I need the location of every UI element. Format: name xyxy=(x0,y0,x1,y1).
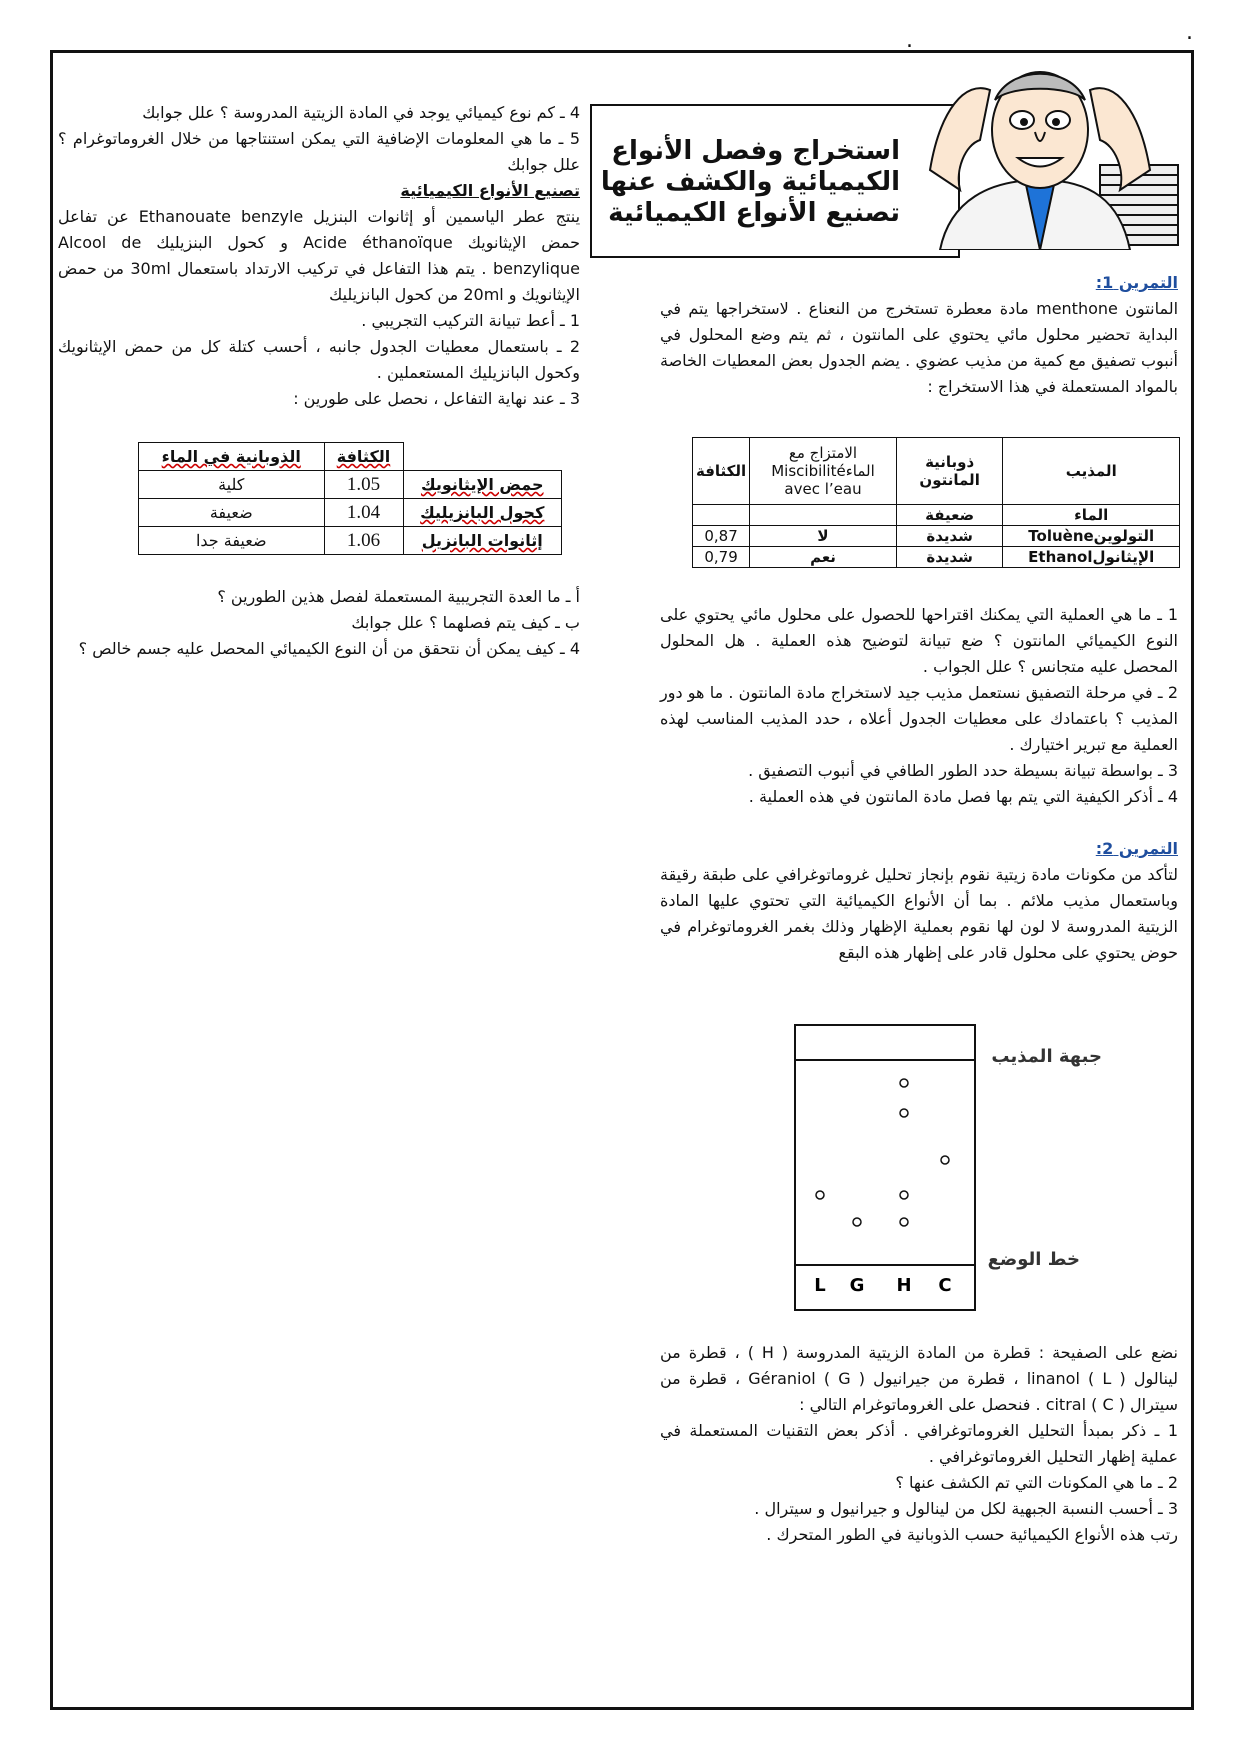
table-header: الامتزاج مع الماءMiscibilité avec l’eau xyxy=(750,438,897,505)
spot xyxy=(900,1191,908,1199)
exercise-2-questions xyxy=(660,1340,1178,1548)
question: رتب هذه الأنواع الكيميائية حسب الذوبانية في الطور المتحرك . xyxy=(766,1525,1178,1544)
table-row: إثانوات البانزيل 1.06 ضعيفة جدا xyxy=(139,527,562,555)
stray-dot: . xyxy=(1186,20,1193,45)
question: 1 ـ ذكر بمبدأ التحليل الغروماتوغرافي . أذكر بعض التقنيات المستعملة في عملية إظهار التحليل الغروماتوغرافي . xyxy=(660,1421,1178,1466)
setup-text: نضع على الصفيحة : قطرة من المادة الزيتية المدروسة ( H ) ، قطرة من لينالول linanol ( L ) ، قطرة من جيرانيول Géraniol ( G ) ، قطرة من سيترال citral ( C ) . فنحصل على الغروماتوغرام التالي : xyxy=(660,1343,1179,1414)
question: 1 ـ ما هي العملية التي يمكنك اقتراحها للحصول على محلول مائي يحتوي على النوع الكيميائي المانتون ؟ ضع تبيانة لتوضيح هذه العملية . هل المحلول المحصل عليه متجانس ؟ علل الجواب . xyxy=(660,605,1178,676)
spot xyxy=(816,1191,824,1199)
question: 3 ـ أحسب النسبة الجبهية لكل من لينالول و جيرانيول و سيترال . xyxy=(754,1499,1178,1518)
table-header: ذوبانية المانتون xyxy=(896,438,1003,505)
question: 3 ـ عند نهاية التفاعل ، نحصل على طورين : xyxy=(293,389,580,408)
synthesis-intro: ينتج عطر الياسمين أو إثانوات البنزيل Ethanouate benzyle عن تفاعل حمض الإيثانويك Acide éthanoïque و كحول البنزيليك Alcool de benzylique . يتم هذا التفاعل في تركيب الارتداد باستعمال 30ml من حمض الإيثانويك و 20ml من كحول البانزيليك xyxy=(58,207,581,304)
question: 5 ـ ما هي المعلومات الإضافية التي يمكن استنتاجها من خلال الغروماتوغرام ؟ علل جوابك xyxy=(58,129,580,174)
lane-label: L xyxy=(814,1275,826,1296)
solvent-table xyxy=(692,437,1180,568)
question: 3 ـ بواسطة تبيانة بسيطة حدد الطور الطافي في أنبوب التصفيق . xyxy=(748,761,1178,780)
question: 1 ـ أعط تبيانة التركيب التجريبي . xyxy=(361,311,580,330)
table-row: كحول البانزيليك 1.04 ضعيفة xyxy=(139,499,562,527)
question: 2 ـ ما هي المكونات التي تم الكشف عنها ؟ xyxy=(895,1473,1178,1492)
question: 4 ـ كيف يمكن أن نتحقق من أن النوع الكيميائي المحصل عليه جسم خالص ؟ xyxy=(78,639,580,658)
spot xyxy=(900,1218,908,1226)
spot xyxy=(941,1156,949,1164)
baseline-label: خط الوضع xyxy=(987,1249,1080,1270)
table-header: الكثافة xyxy=(324,443,403,471)
question: 4 ـ كم نوع كيميائي يوجد في المادة الزيتية المدروسة ؟ علل جوابك xyxy=(142,103,580,122)
question: 2 ـ باستعمال معطيات الجدول جانبه ، أحسب كتلة كل من حمض الإيثانويك وكحول البانزيليك المستعملين . xyxy=(58,337,580,382)
table-header: المذيب xyxy=(1003,438,1180,505)
question: 2 ـ في مرحلة التصفيق نستعمل مذيب جيد لاستخراج مادة المانتون . ما هو دور المذيب ؟ باعتمادك على معطيات الجدول أعلاه ، حدد المذيب المناسب لهذه العملية مع تبرير اختيارك . xyxy=(660,683,1178,754)
question: ب ـ كيف يتم فصلهما ؟ علل جوابك xyxy=(351,613,580,632)
lane-label: G xyxy=(849,1275,865,1296)
page-title: استخراج وفصل الأنواع الكيميائية والكشف عنها تصنيع الأنواع الكيميائية xyxy=(600,136,900,228)
synthesis-heading: تصنيع الأنواع الكيميائية xyxy=(400,181,580,200)
spot xyxy=(900,1109,908,1117)
question: 4 ـ أذكر الكيفية التي يتم بها فصل مادة المانتون في هذه العملية . xyxy=(748,787,1178,806)
exercise-2-intro: لتأكد من مكونات مادة زيتية نقوم بإنجاز تحليل غروماتوغرافي على طبقة رقيقة وباستعمال مذيب ملائم . بما أن الأنواع الكيميائية التي تحتوي عليها المادة الزيتية المدروسة لا لون لها نقوم بعملية الإظهار وذلك بغمر الغروماتوغرام في حوض يحتوي على محلول قادر على إظهار هذه البقع xyxy=(660,865,1178,962)
density-table xyxy=(138,442,562,555)
title-box xyxy=(590,104,960,258)
exercise-1 xyxy=(660,270,1178,400)
spot xyxy=(900,1079,908,1087)
exercise-1-intro: المانتون menthone مادة معطرة تستخرج من النعناع . لاستخراجها يتم في البداية تحضير محلول مائي يحتوي على المانتون ، ثم يتم وضع المحلول في أنبوب تصفيق مع كمية من مذيب عضوي . يضم الجدول بعض المعطيات الخاصة بالمواد المستعملة في هذا الاستخراج : xyxy=(660,299,1179,396)
table-header: الذوبانية في الماء xyxy=(139,443,325,471)
question: أ ـ ما العدة التجريبية المستعملة لفصل هذين الطورين ؟ xyxy=(217,587,580,606)
stray-dot: . xyxy=(906,28,913,53)
exercise-1-heading: التمرين 1: xyxy=(1095,273,1178,292)
lane-label: C xyxy=(938,1275,952,1296)
lane-label: H xyxy=(896,1275,912,1296)
thinking-man-illustration xyxy=(920,50,1182,250)
table-header: الكثافة xyxy=(693,438,750,505)
exercise-1-questions xyxy=(660,602,1178,966)
left-column xyxy=(58,100,580,412)
chromatogram xyxy=(790,1020,1110,1320)
table-row: الإيثانولEthanol شديدة نعم 0,79 xyxy=(693,547,1180,568)
spot xyxy=(853,1218,861,1226)
table-row: الماء ضعيفة xyxy=(693,505,1180,526)
table-row: التولوينToluène شديدة لا 0,87 xyxy=(693,526,1180,547)
exercise-2-heading: التمرين 2: xyxy=(1095,839,1178,858)
phase-questions xyxy=(58,584,580,662)
table-row: حمض الإيثانويك 1.05 كلية xyxy=(139,471,562,499)
solvent-front-label: جبهة المذيب xyxy=(991,1046,1102,1067)
